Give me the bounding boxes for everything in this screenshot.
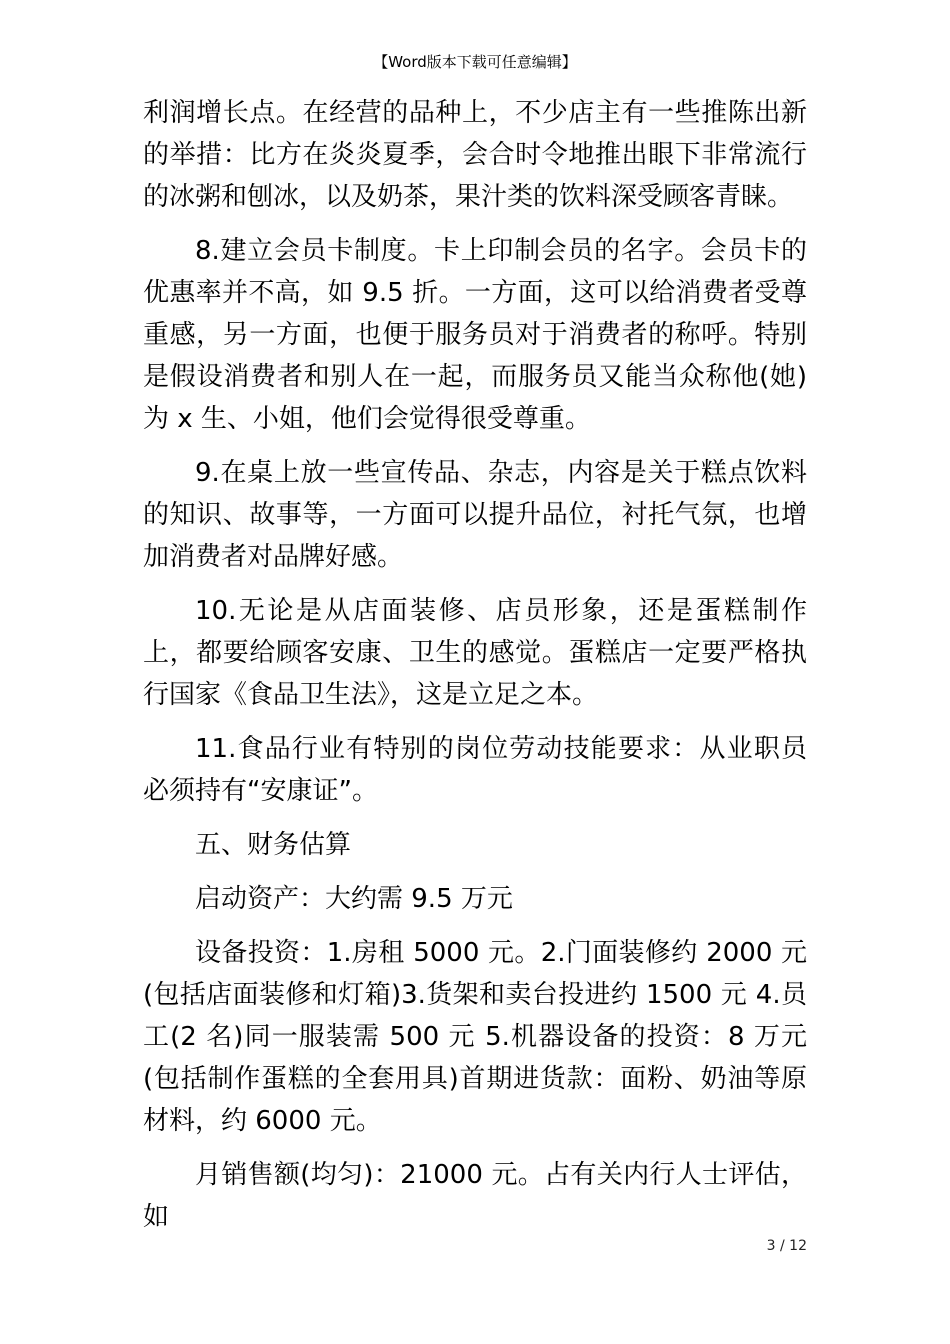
document-header (0, 52, 950, 72)
body-paragraph-1: 利润增长点。在经营的品种上，不少店主有一些推陈出新的举措：比方在炎炎夏季，会合时令地推出眼下非常流行的冰粥和刨冰，以及奶茶，果汁类的饮料深受顾客青睐。 (143, 98, 807, 212)
body-paragraph-7: 设备投资：1.房租 5000 元。2.门面装修约 2000 元(包括店面装修和灯箱)3.货架和卖台投进约 1500 元 4.员工(2 名)同一服装需 500 元 5.机器设备的投资：8 万元(包括制作蛋糕的全套用具)首期进货款：面粉、奶油等原材料，约 6000 元。 (143, 938, 807, 1136)
body-paragraph-6: 启动资产：大约需 9.5 万元 (195, 884, 513, 914)
body-paragraph-3: 9.在桌上放一些宣传品、杂志，内容是关于糕点饮料的知识、故事等，一方面可以提升品位，衬托气氛，也增加消费者对品牌好感。 (143, 458, 807, 572)
body-paragraph-4: 10.无论是从店面装修、店员形象，还是蛋糕制作上，都要给顾客安康、卫生的感觉。蛋糕店一定要严格执行国家《食品卫生法》，这是立足之本。 (143, 596, 807, 710)
body-paragraph-2: 8.建立会员卡制度。卡上印制会员的名字。会员卡的优惠率并不高，如 9.5 折。一方面，这可以给消费者受尊重感，另一方面，也便于服务员对于消费者的称呼。特别是假设消费者和别人在一起，而服务员又能当众称他(她)为 x 生、小姐，他们会觉得很受尊重。 (143, 236, 807, 434)
body-paragraph-5: 11.食品行业有特别的岗位劳动技能要求：从业职员必须持有“安康证”。 (143, 734, 807, 806)
page-number: 3 / 12 (766, 1238, 807, 1254)
section-heading: 五、财务估算 (195, 830, 352, 860)
document-body (143, 92, 807, 1238)
header-title: 【Word版本下载可任意编辑】 (373, 53, 577, 71)
body-paragraph-8: 月销售额(均匀)：21000 元。占有关内行人士评估，如 (143, 1160, 807, 1232)
